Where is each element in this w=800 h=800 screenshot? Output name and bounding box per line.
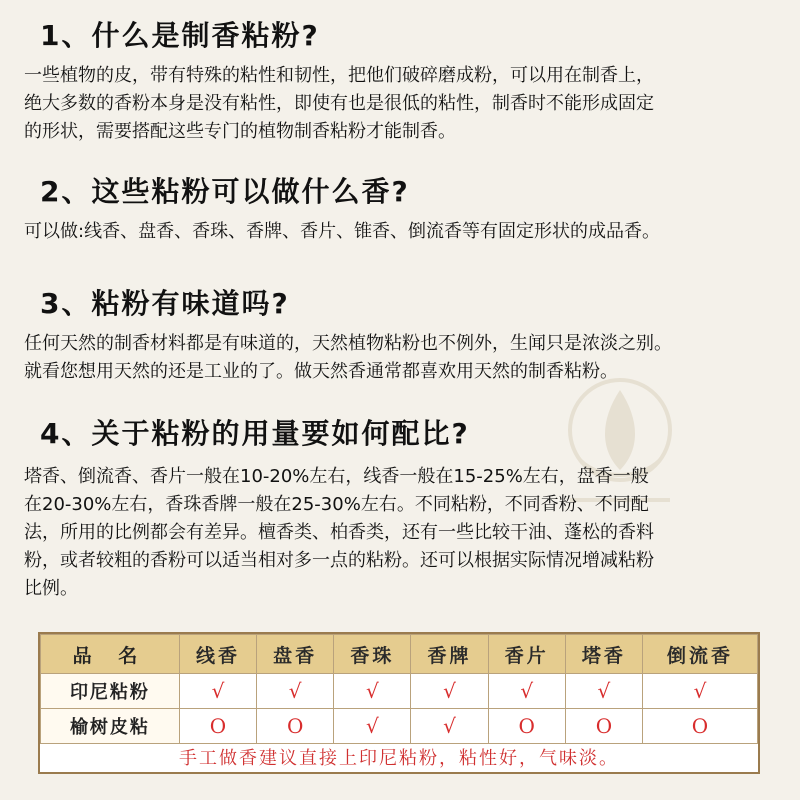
question-4-answer bbox=[24, 463, 776, 603]
header-cell: 线香 bbox=[179, 635, 256, 674]
mark-cell: O bbox=[179, 709, 256, 744]
header-cell: 盘香 bbox=[257, 635, 334, 674]
question-1-title: 1、什么是制香粘粉? bbox=[40, 19, 320, 52]
usage-table-card bbox=[38, 632, 760, 774]
mark-cell: √ bbox=[643, 674, 758, 709]
mark-cell: √ bbox=[179, 674, 256, 709]
usage-table bbox=[40, 634, 758, 744]
mark-cell: O bbox=[488, 709, 565, 744]
table-row bbox=[41, 709, 758, 744]
header-cell: 倒流香 bbox=[643, 635, 758, 674]
mark-cell: √ bbox=[411, 709, 488, 744]
mark-cell: O bbox=[565, 709, 642, 744]
question-3-answer bbox=[24, 330, 776, 386]
question-2-answer bbox=[24, 218, 776, 246]
question-2-title: 2、这些粘粉可以做什么香? bbox=[40, 175, 410, 208]
mark-cell: O bbox=[643, 709, 758, 744]
answer-line: 比例。 bbox=[24, 578, 78, 599]
answer-line: 任何天然的制香材料都是有味道的，天然植物粘粉也不例外，生闻只是浓淡之别。 bbox=[24, 333, 672, 354]
header-cell: 香片 bbox=[488, 635, 565, 674]
mark-cell: √ bbox=[411, 674, 488, 709]
mark-cell: √ bbox=[257, 674, 334, 709]
answer-line: 塔香、倒流香、香片一般在10-20%左右，线香一般在15-25%左右，盘香一般 bbox=[24, 466, 649, 487]
row-name-cell: 榆树皮粘 bbox=[41, 709, 180, 744]
answer-line: 在20-30%左右，香珠香牌一般在25-30%左右。不同粘粉，不同香粉、不同配 bbox=[24, 494, 649, 515]
question-4-title: 4、关于粘粉的用量要如何配比? bbox=[40, 417, 470, 450]
table-footnote: 手工做香建议直接上印尼粘粉，粘性好，气味淡。 bbox=[179, 748, 619, 769]
mark-cell: √ bbox=[565, 674, 642, 709]
answer-line: 的形状，需要搭配这些专门的植物制香粘粉才能制香。 bbox=[24, 121, 456, 142]
answer-line: 就看您想用天然的还是工业的了。做天然香通常都喜欢用天然的制香粘粉。 bbox=[24, 361, 618, 382]
table-row bbox=[41, 674, 758, 709]
header-cell: 香珠 bbox=[334, 635, 411, 674]
mark-cell: √ bbox=[334, 709, 411, 744]
header-cell: 塔香 bbox=[565, 635, 642, 674]
row-name-cell: 印尼粘粉 bbox=[41, 674, 180, 709]
mark-cell: √ bbox=[334, 674, 411, 709]
answer-line: 绝大多数的香粉本身是没有粘性，即使有也是很低的粘性，制香时不能形成固定 bbox=[24, 93, 654, 114]
answer-line: 一些植物的皮，带有特殊的粘性和韧性，把他们破碎磨成粉，可以用在制香上， bbox=[24, 65, 654, 86]
answer-line: 粉，或者较粗的香粉可以适当相对多一点的粘粉。还可以根据实际情况增减粘粉 bbox=[24, 550, 654, 571]
header-cell-name: 品 名 bbox=[41, 635, 180, 674]
answer-line: 法，所用的比例都会有差异。檀香类、柏香类，还有一些比较干油、蓬松的香料 bbox=[24, 522, 654, 543]
question-3-title: 3、粘粉有味道吗? bbox=[40, 287, 290, 320]
header-cell: 香牌 bbox=[411, 635, 488, 674]
table-header-row bbox=[41, 635, 758, 674]
mark-cell: √ bbox=[488, 674, 565, 709]
question-1-answer bbox=[24, 62, 776, 146]
answer-line: 可以做:线香、盘香、香珠、香牌、香片、锥香、倒流香等有固定形状的成品香。 bbox=[24, 221, 661, 242]
mark-cell: O bbox=[257, 709, 334, 744]
